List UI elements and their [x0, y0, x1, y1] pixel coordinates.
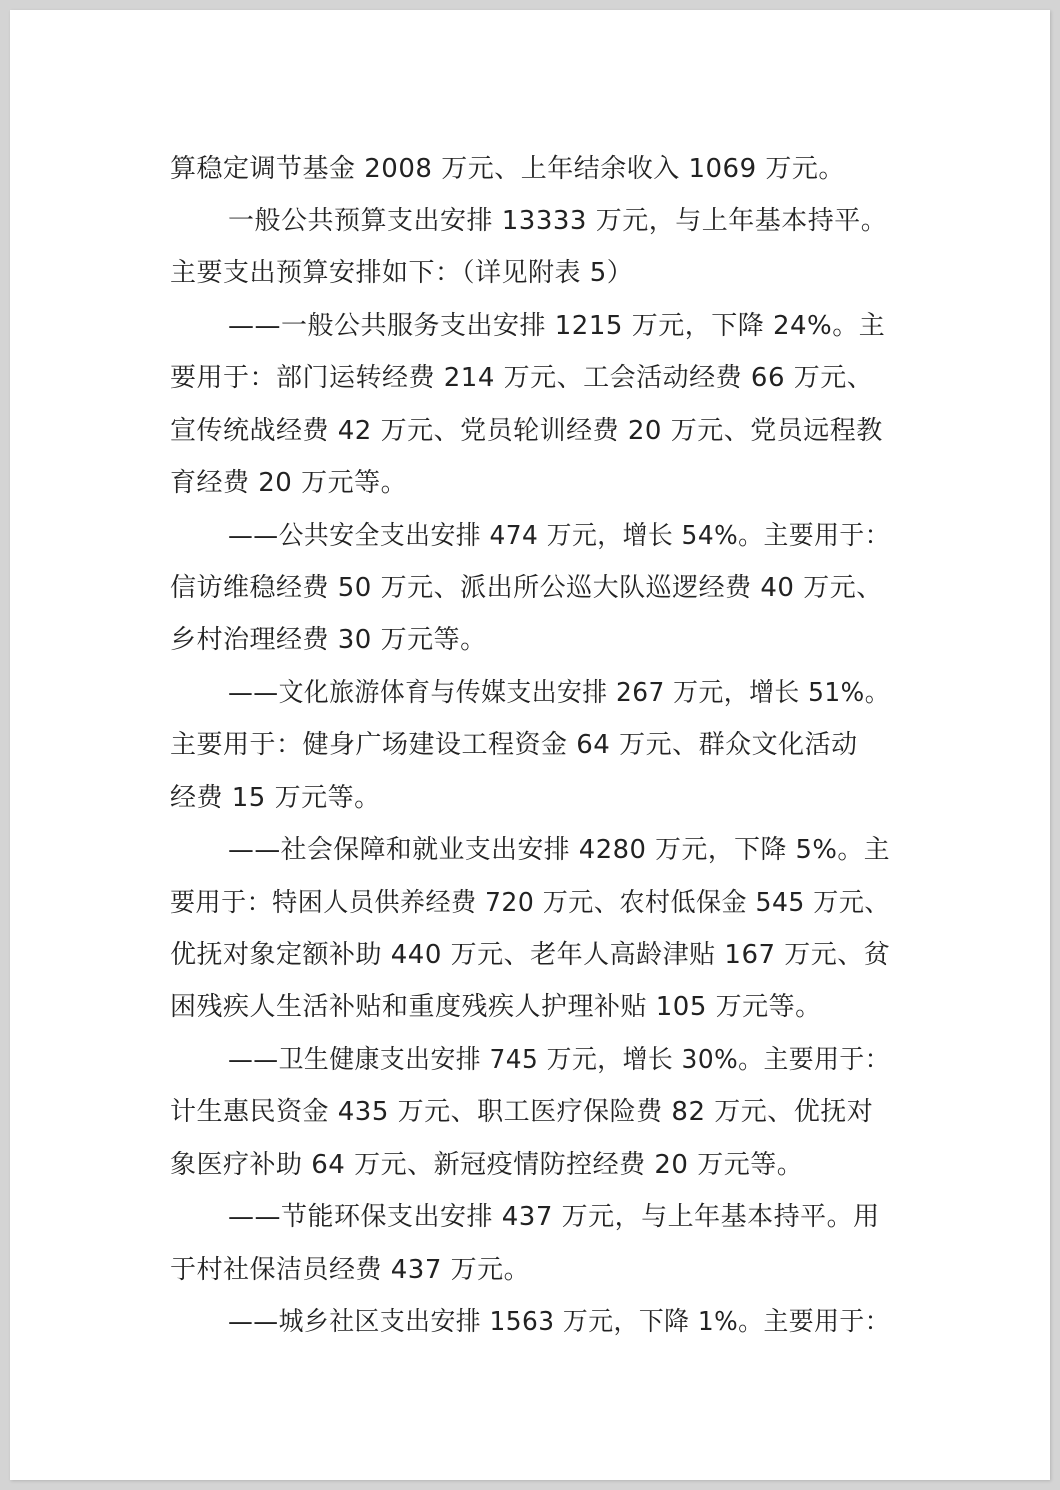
text-line: 乡村治理经费 30 万元等。 — [170, 625, 487, 655]
text-line: 育经费 20 万元等。 — [170, 468, 408, 498]
text-line: 主要支出预算安排如下：（详见附表 5） — [170, 258, 634, 288]
text-line: ——城乡社区支出安排 1563 万元，下降 1%。主要用于： — [228, 1307, 891, 1337]
text-line: 一般公共预算支出安排 13333 万元，与上年基本持平。 — [228, 206, 888, 236]
text-line: 要用于：部门运转经费 214 万元、工会活动经费 66 万元、 — [170, 363, 874, 393]
text-line: 算稳定调节基金 2008 万元、上年结余收入 1069 万元。 — [170, 154, 845, 184]
text-line: ——文化旅游体育与传媒支出安排 267 万元，增长 51%。 — [228, 678, 891, 708]
text-line: ——卫生健康支出安排 745 万元，增长 30%。主要用于： — [228, 1045, 891, 1075]
text-line: 困残疾人生活补贴和重度残疾人护理补贴 105 万元等。 — [170, 992, 822, 1022]
text-line: 象医疗补助 64 万元、新冠疫情防控经费 20 万元等。 — [170, 1150, 804, 1180]
text-line: 要用于：特困人员供养经费 720 万元、农村低保金 545 万元、 — [170, 888, 890, 918]
text-line: 计生惠民资金 435 万元、职工医疗保险费 82 万元、优抚对 — [170, 1097, 874, 1127]
text-line: 优抚对象定额补助 440 万元、老年人高龄津贴 167 万元、贫 — [170, 940, 891, 970]
text-line: 于村社保洁员经费 437 万元。 — [170, 1255, 531, 1285]
document-page — [10, 10, 1050, 1480]
text-line: ——公共安全支出安排 474 万元，增长 54%。主要用于： — [228, 521, 891, 551]
text-line: 经费 15 万元等。 — [170, 783, 381, 813]
text-line: ——社会保障和就业支出安排 4280 万元，下降 5%。主 — [228, 835, 891, 865]
text-line: ——一般公共服务支出安排 1215 万元，下降 24%。主 — [228, 311, 886, 341]
text-line: ——节能环保支出安排 437 万元，与上年基本持平。用 — [228, 1202, 880, 1232]
text-line: 主要用于：健身广场建设工程资金 64 万元、群众文化活动 — [170, 730, 858, 760]
text-line: 信访维稳经费 50 万元、派出所公巡大队巡逻经费 40 万元、 — [170, 573, 883, 603]
text-line: 宣传统战经费 42 万元、党员轮训经费 20 万元、党员远程教 — [170, 416, 883, 446]
